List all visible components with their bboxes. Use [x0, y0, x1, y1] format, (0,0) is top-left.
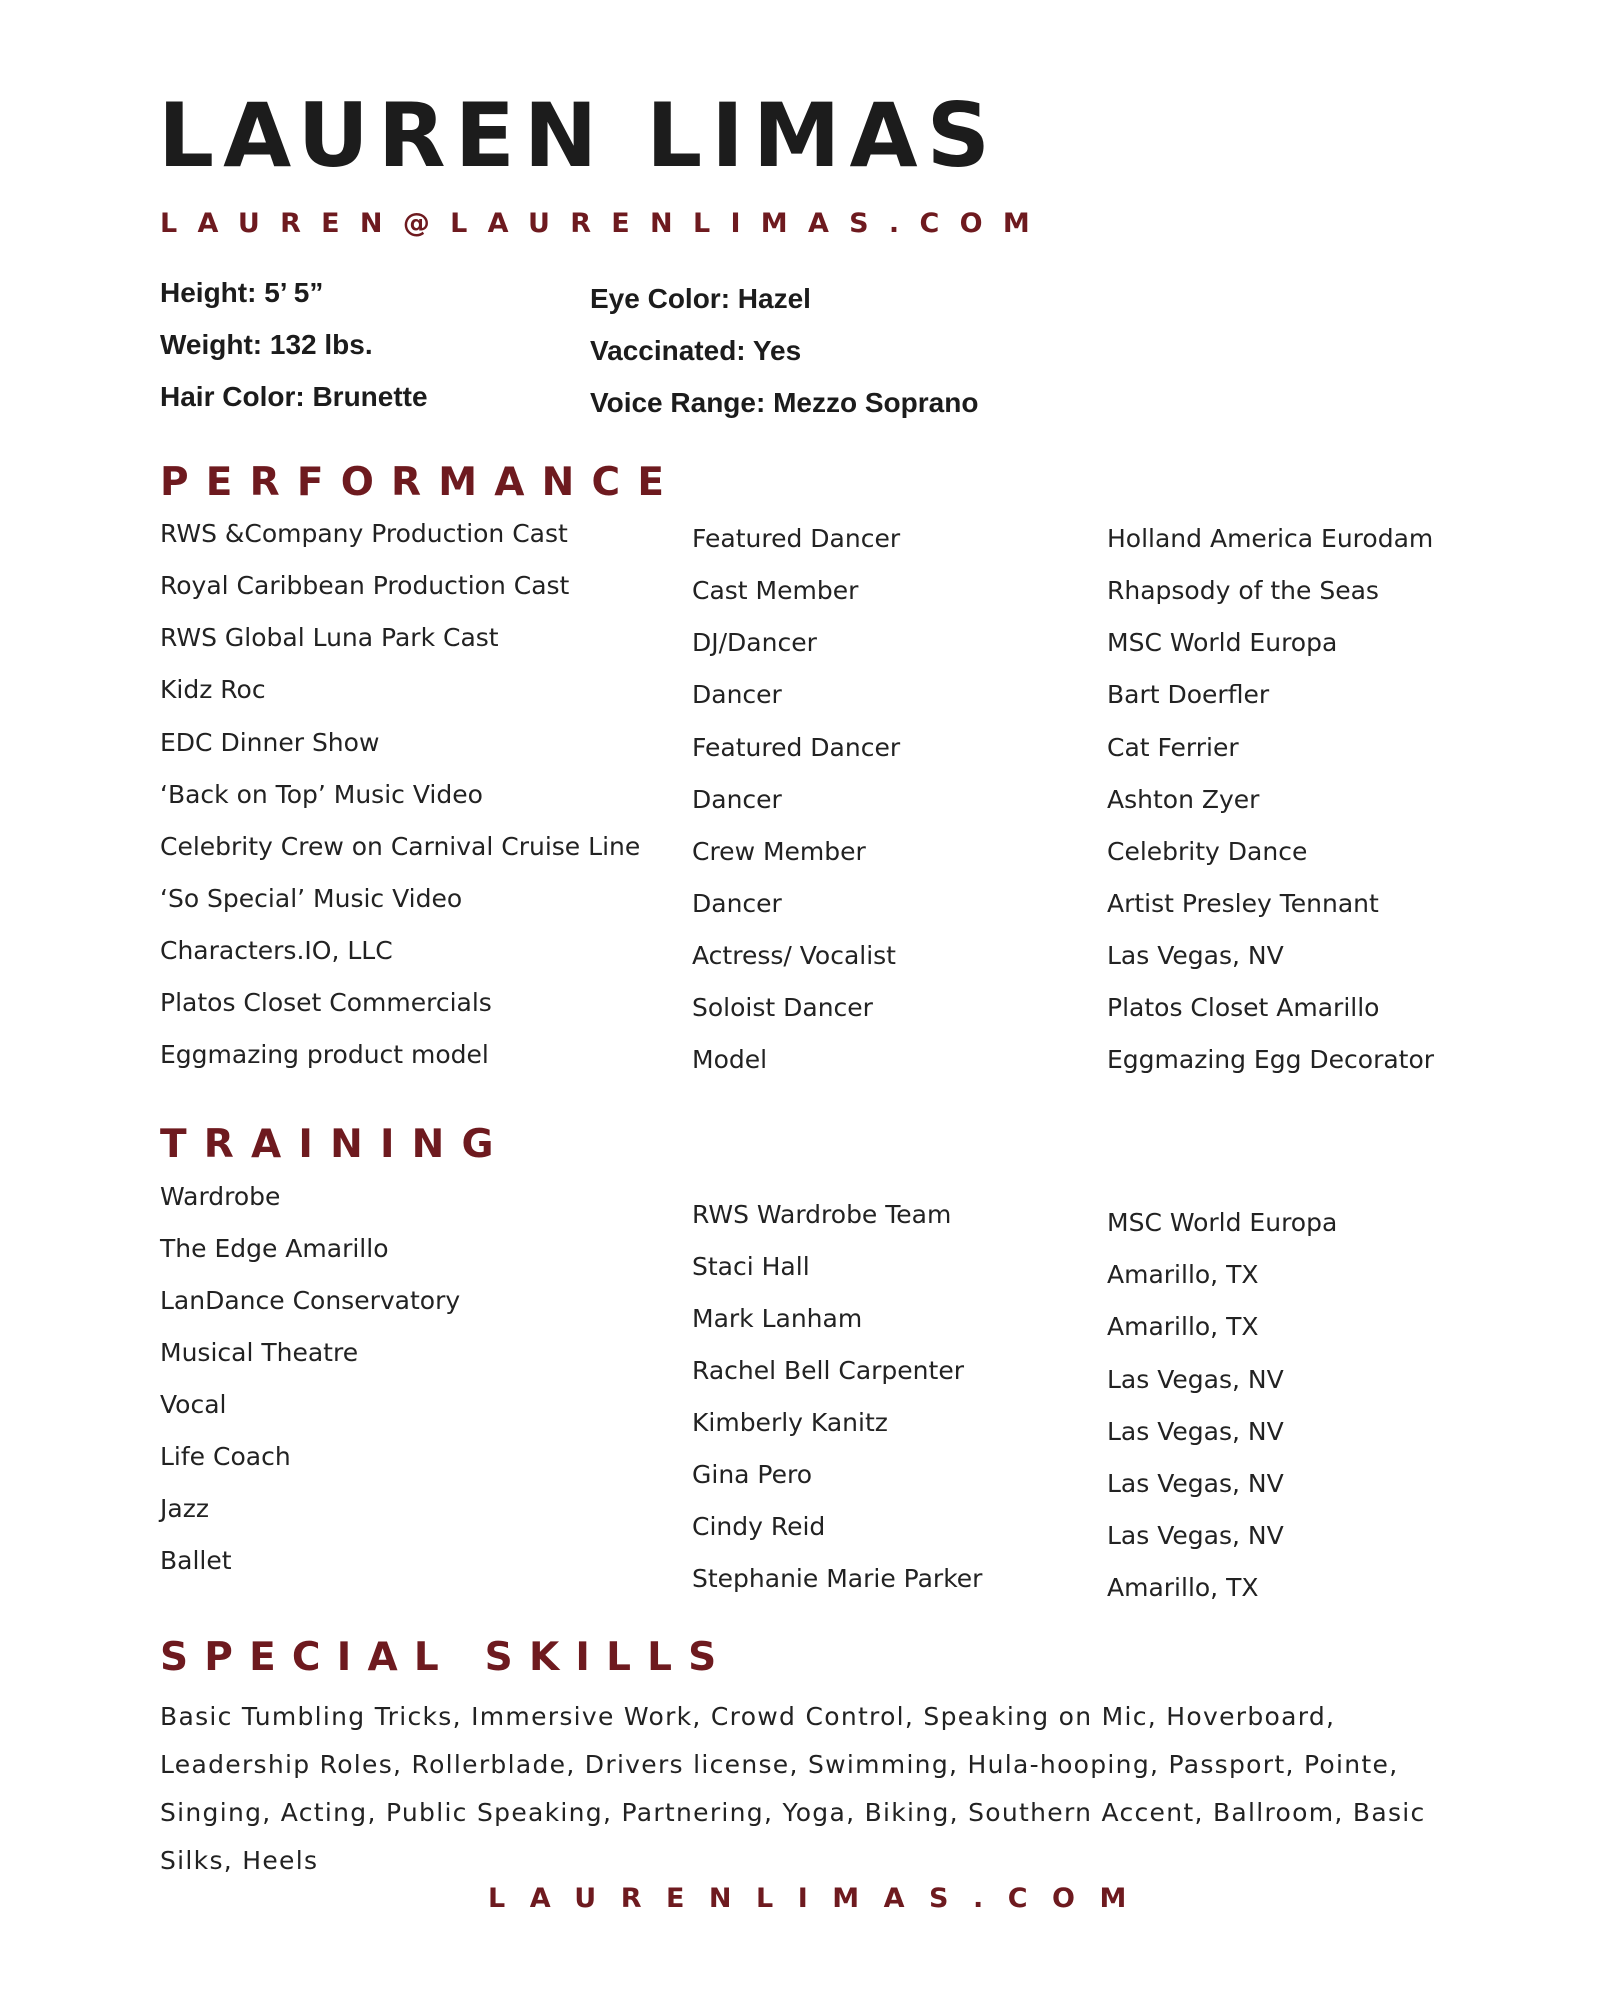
training-location: MSC World Europa [1107, 1208, 1338, 1237]
performance-credit: Characters.IO, LLC [160, 936, 393, 965]
performance-venue: Eggmazing Egg Decorator [1107, 1045, 1435, 1074]
performance-venue: Holland America Eurodam [1107, 524, 1434, 553]
performance-role: Featured Dancer [692, 733, 901, 762]
performance-credit: Kidz Roc [160, 675, 266, 704]
training-discipline: The Edge Amarillo [160, 1234, 389, 1263]
performance-credit: Royal Caribbean Production Cast [160, 571, 570, 600]
performance-credit: ‘So Special’ Music Video [160, 884, 463, 913]
performance-venue: MSC World Europa [1107, 628, 1338, 657]
stat-height: Height: 5’ 5” [160, 277, 324, 308]
training-location: Las Vegas, NV [1107, 1365, 1284, 1394]
performance-credit: ‘Back on Top’ Music Video [160, 780, 483, 809]
performance-venue: Cat Ferrier [1107, 733, 1239, 762]
performance-role: Actress/ Vocalist [692, 941, 896, 970]
performance-role: Dancer [692, 785, 782, 814]
stat-voice-range: Voice Range: Mezzo Soprano [590, 387, 979, 418]
stat-vaccinated: Vaccinated: Yes [590, 335, 802, 366]
performance-role: Soloist Dancer [692, 993, 873, 1022]
training-location: Amarillo, TX [1107, 1312, 1259, 1341]
stat-hair-color: Hair Color: Brunette [160, 381, 428, 412]
performance-role: Dancer [692, 680, 782, 709]
training-instructor: Mark Lanham [692, 1304, 863, 1333]
training-location: Amarillo, TX [1107, 1260, 1259, 1289]
performance-role: Dancer [692, 889, 782, 918]
performance-venue: Platos Closet Amarillo [1107, 993, 1380, 1022]
training-instructor: Gina Pero [692, 1460, 813, 1489]
performance-credit: Celebrity Crew on Carnival Cruise Line [160, 832, 641, 861]
performance-credit: Eggmazing product model [160, 1040, 489, 1069]
email-address[interactable]: LAUREN@LAURENLIMAS.COM [160, 208, 1051, 239]
special-skills-heading: SPECIAL SKILLS [160, 1635, 733, 1680]
training-discipline: Life Coach [160, 1442, 291, 1471]
performance-venue: Artist Presley Tennant [1107, 889, 1379, 918]
training-instructor: Rachel Bell Carpenter [692, 1356, 964, 1385]
training-discipline: Vocal [160, 1390, 227, 1419]
performance-role: Cast Member [692, 576, 859, 605]
website-link[interactable]: LAURENLIMAS.COM [488, 1883, 1151, 1914]
training-instructor: Staci Hall [692, 1252, 810, 1281]
training-location: Amarillo, TX [1107, 1573, 1259, 1602]
training-location: Las Vegas, NV [1107, 1469, 1284, 1498]
performance-role: Model [692, 1045, 768, 1074]
performance-credit: EDC Dinner Show [160, 728, 380, 757]
training-instructor: RWS Wardrobe Team [692, 1200, 952, 1229]
stat-weight: Weight: 132 lbs. [160, 329, 373, 360]
training-heading: TRAINING [160, 1122, 511, 1167]
performance-venue: Celebrity Dance [1107, 837, 1308, 866]
training-location: Las Vegas, NV [1107, 1417, 1284, 1446]
performance-role: DJ/Dancer [692, 628, 817, 657]
performance-venue: Ashton Zyer [1107, 785, 1260, 814]
training-discipline: Ballet [160, 1546, 232, 1575]
stat-eye-color: Eye Color: Hazel [590, 283, 811, 314]
training-instructor: Kimberly Kanitz [692, 1408, 888, 1437]
special-skills-list: Basic Tumbling Tricks, Immersive Work, Crowd Control, Speaking on Mic, Hoverboard, Leadership Roles, Rollerblade, Drivers license, Swimming, Hula-hooping, Passport, Pointe, Singing, Acting, Public Speaking, Partnering, Yoga, Biking, Southern Accent, Ballroom, Basic Silks, Heels [160, 1702, 1426, 1875]
training-discipline: LanDance Conservatory [160, 1286, 461, 1315]
resume-name: LAUREN LIMAS [158, 84, 999, 187]
training-location: Las Vegas, NV [1107, 1521, 1284, 1550]
performance-role: Crew Member [692, 837, 866, 866]
performance-venue: Rhapsody of the Seas [1107, 576, 1379, 605]
training-discipline: Musical Theatre [160, 1338, 359, 1367]
performance-credit: Platos Closet Commercials [160, 988, 492, 1017]
performance-role: Featured Dancer [692, 524, 901, 553]
training-instructor: Stephanie Marie Parker [692, 1564, 983, 1593]
training-discipline: Jazz [160, 1494, 209, 1523]
training-discipline: Wardrobe [160, 1182, 281, 1211]
training-instructor: Cindy Reid [692, 1512, 826, 1541]
performance-heading: PERFORMANCE [160, 460, 682, 505]
performance-venue: Las Vegas, NV [1107, 941, 1284, 970]
performance-credit: RWS &Company Production Cast [160, 519, 568, 548]
performance-venue: Bart Doerfler [1107, 680, 1270, 709]
performance-credit: RWS Global Luna Park Cast [160, 623, 499, 652]
